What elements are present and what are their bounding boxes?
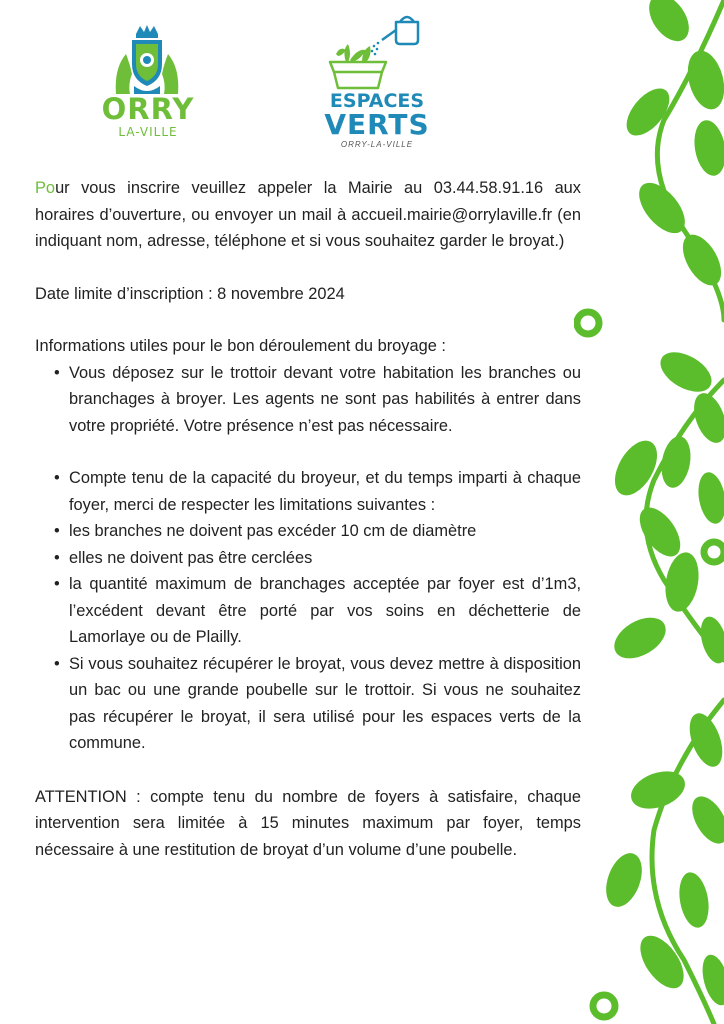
intro-paragraph	[35, 175, 581, 255]
notice-body	[35, 175, 581, 863]
deadline-line: Date limite d’inscription : 8 novembre 2024	[35, 284, 345, 303]
list-item: • elles ne doivent pas être cerclées	[35, 545, 581, 572]
espaces-verts-line2: VERTS	[324, 108, 430, 141]
list-item: • Compte tenu de la capacité du broyeur, et du temps imparti à chaque foyer, merci de respecter les limitations suivantes :	[35, 465, 581, 518]
intro-text: ur vous inscrire veuillez appeler la Mairie au 03.44.58.91.16 aux horaires d’ouverture, ou envoyer un mail à accueil.mairie@orrylaville.fr (en indiquant nom, adresse, téléphone et si vous souhaitez garder le broyat.)	[35, 179, 581, 250]
city-crest-icon	[112, 24, 182, 96]
intro-highlight: Po	[35, 179, 56, 197]
info-heading: Informations utiles pour le bon déroulement du broyage :	[35, 337, 446, 355]
list-item: • la quantité maximum de branchages acceptée par foyer est d’1m3, l’excédent devant être porté par vos soins en déchetterie de Lamorlaye ou de Plailly.	[35, 571, 581, 651]
orry-logo-sub: LA-VILLE	[118, 125, 178, 139]
list-item: • les branches ne doivent pas excéder 10 cm de diamètre	[35, 518, 581, 545]
attention-paragraph: ATTENTION : compte tenu du nombre de foyers à satisfaire, chaque intervention sera limitée à 15 minutes maximum par foyer, temps nécessaire à une restitution de broyat d’un volume d’une poubelle.	[35, 787, 581, 859]
bullet-list-1	[35, 360, 581, 440]
list-item: • Vous déposez sur le trottoir devant votre habitation les branches ou branchages à broyer. Les agents ne sont pas habilités à entrer dans votre propriété. Votre présence n’est pas nécessaire.	[35, 360, 581, 440]
espaces-verts-line1: ESPACES	[329, 90, 425, 112]
decorative-leaf-vine	[574, 0, 724, 1024]
planter-watering-can-icon	[322, 10, 432, 92]
espaces-verts-logo	[322, 10, 432, 149]
espaces-verts-line3: ORRY-LA-VILLE	[340, 140, 414, 149]
bullet-list-2	[35, 465, 581, 757]
orry-logo-name: ORRY	[101, 92, 195, 126]
list-item: • Si vous souhaitez récupérer le broyat, vous devez mettre à disposition un bac ou une grande poubelle sur le trottoir. Si vous ne souhaitez pas récupérer le broyat, il sera utilisé pour les espaces verts de la commune.	[35, 651, 581, 757]
orry-la-ville-logo	[88, 24, 208, 142]
